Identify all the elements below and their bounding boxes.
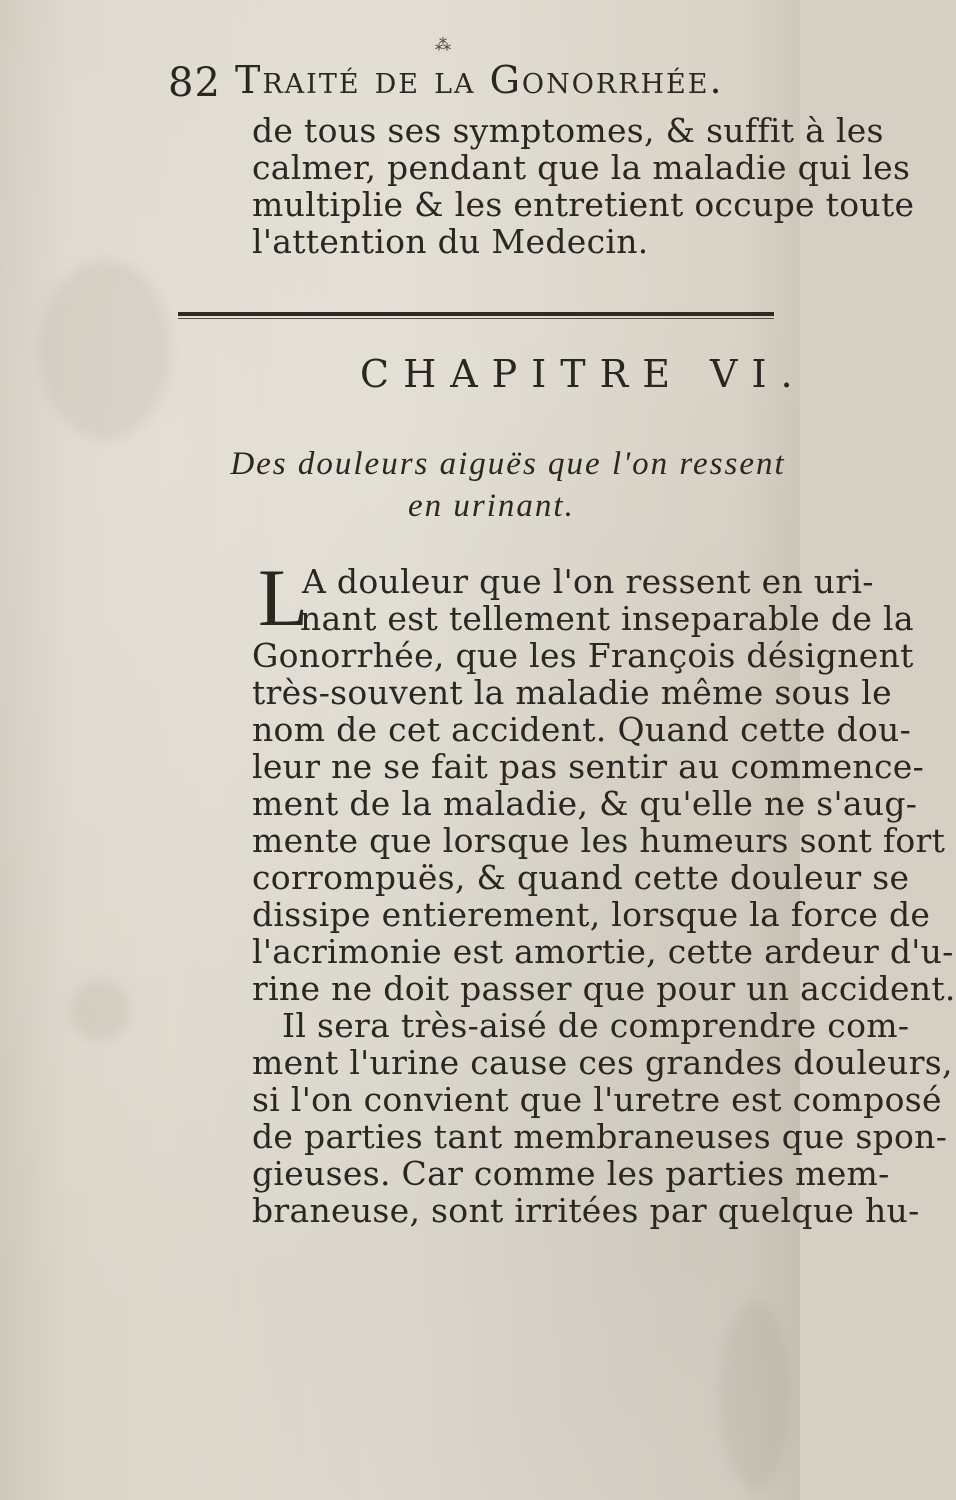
text-line: rine ne doit passer que pour un accident. [252,969,956,1008]
text-line: Il sera très-aisé de comprendre com- [282,1006,910,1045]
text-line: ment l'urine cause ces grandes douleurs, [252,1043,953,1082]
text-line: multiplie & les entretient occupe toute [252,185,915,224]
text-line: mente que lorsque les humeurs sont fort [252,821,946,860]
body-paragraph [252,562,956,1230]
text-line: si l'on convient que l'uretre est composé [252,1080,942,1119]
paper-stain [720,1300,790,1490]
drop-cap: L [258,552,309,643]
subtitle-line: Des douleurs aiguës que l'on ressent [230,446,786,482]
text-line: dissipe entierement, lorsque la force de [252,895,931,934]
intro-paragraph [252,111,915,261]
paper-stain [40,260,170,440]
chapter-subtitle [228,443,788,527]
text-line: braneuse, sont irritées par quelque hu- [252,1191,920,1230]
text-line: A douleur que l'on ressent en uri- [302,562,874,601]
text-line: ment de la maladie, & qu'elle ne s'aug- [252,784,918,823]
section-divider [178,312,774,316]
text-line: Gonorrhée, que les François désignent [252,636,914,675]
text-line: de parties tant membraneuses que spon- [252,1117,948,1156]
page-number: 82 [168,60,221,106]
text-line: l'attention du Medecin. [252,222,649,261]
text-line: de tous ses symptomes, & suffit à les [252,111,884,150]
text-line: très-souvent la maladie même sous le [252,673,892,712]
text-line: gieuses. Car comme les parties mem- [252,1154,890,1193]
text-line: corrompuës, & quand cette douleur se [252,858,910,897]
subtitle-line: en urinant. [408,488,575,524]
chapter-heading: CHAPITRE VI. [360,352,807,396]
text-line: leur ne se fait pas sentir au commence- [252,747,925,786]
text-line: calmer, pendant que la maladie qui les [252,148,911,187]
paper-stain [70,980,130,1040]
ornament-icon: ⁂ [435,35,451,54]
text-line: nom de cet accident. Quand cette dou- [252,710,912,749]
running-title: Traité de la Gonorrhée. [235,58,724,102]
text-line: nant est tellement inseparable de la [300,599,914,638]
text-line: l'acrimonie est amortie, cette ardeur d'u- [252,932,954,971]
